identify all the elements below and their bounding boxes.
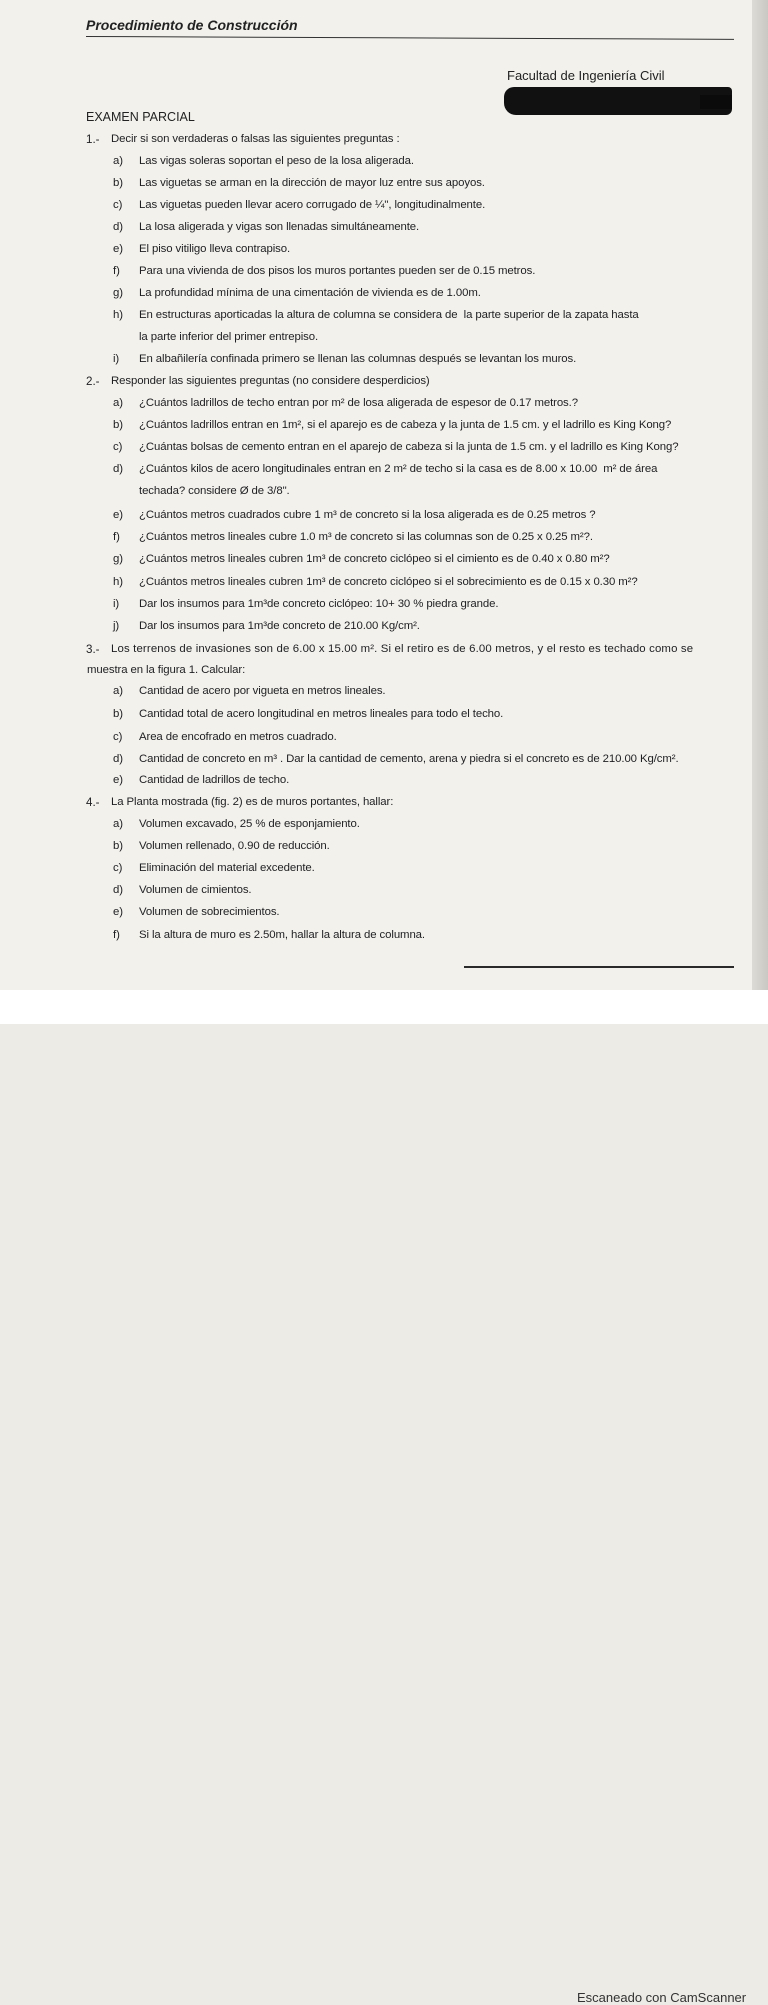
item-letter: c) bbox=[113, 441, 123, 453]
item-text: Volumen excavado, 25 % de esponjamiento. bbox=[139, 818, 360, 830]
item-text: Cantidad de ladrillos de techo. bbox=[139, 774, 290, 786]
item-letter: c) bbox=[113, 862, 123, 874]
item-text: La profundidad mínima de una cimentación de vivienda es de 1.00m. bbox=[139, 287, 481, 299]
item-text: la parte inferior del primer entrepiso. bbox=[139, 331, 319, 343]
item-letter: a) bbox=[113, 818, 123, 830]
item-letter: c) bbox=[113, 731, 123, 743]
redacted-name-bar-end bbox=[700, 95, 732, 109]
item-letter: b) bbox=[113, 177, 123, 189]
item-text: ¿Cuántos metros cuadrados cubre 1 m³ de concreto si la losa aligerada es de 0.25 metros ? bbox=[139, 509, 596, 521]
item-letter: i) bbox=[113, 598, 120, 610]
question-number: 3.- bbox=[86, 643, 100, 656]
item-text: ¿Cuántos ladrillos entran en 1m², si el aparejo es de cabeza y la junta de 1.5 cm. y el ladrillo es King Kong? bbox=[139, 419, 672, 431]
question-number: 1.- bbox=[86, 133, 100, 146]
item-text: Area de encofrado en metros cuadrado. bbox=[139, 731, 337, 743]
item-text: ¿Cuántos ladrillos de techo entran por m² de losa aligerada de espesor de 0.17 metros.? bbox=[139, 397, 578, 409]
item-letter: f) bbox=[113, 531, 120, 543]
item-text: Volumen de cimientos. bbox=[139, 884, 252, 896]
item-letter: g) bbox=[113, 287, 123, 299]
item-letter: h) bbox=[113, 309, 123, 321]
item-text: ¿Cuántos metros lineales cubren 1m³ de concreto ciclópeo si el cimiento es de 0.40 x 0.80 m²? bbox=[139, 553, 610, 565]
item-letter: e) bbox=[113, 774, 123, 786]
item-text: Cantidad total de acero longitudinal en metros lineales para todo el techo. bbox=[139, 708, 504, 720]
item-text: Cantidad de acero por vigueta en metros lineales. bbox=[139, 685, 386, 697]
question-text: Responder las siguientes preguntas (no considere desperdicios) bbox=[111, 375, 430, 387]
item-letter: c) bbox=[113, 199, 123, 211]
signature-line bbox=[464, 966, 734, 968]
title-underline bbox=[86, 36, 734, 40]
question-text: La Planta mostrada (fig. 2) es de muros portantes, hallar: bbox=[111, 796, 394, 808]
item-text: ¿Cuántos metros lineales cubre 1.0 m³ de concreto si las columnas son de 0.25 x 0.25 m²?. bbox=[139, 531, 593, 543]
exam-heading: EXAMEN PARCIAL bbox=[86, 110, 195, 124]
item-letter: e) bbox=[113, 243, 123, 255]
item-text: Eliminación del material excedente. bbox=[139, 862, 315, 874]
item-letter: g) bbox=[113, 553, 123, 565]
redacted-name-bar bbox=[504, 87, 732, 115]
item-text: ¿Cuántos kilos de acero longitudinales entran en 2 m² de techo si la casa es de 8.00 x 10.00 m² de área bbox=[139, 463, 658, 475]
item-text: Dar los insumos para 1m³de concreto ciclópeo: 10+ 30 % piedra grande. bbox=[139, 598, 499, 610]
item-letter: b) bbox=[113, 708, 123, 720]
item-text: Volumen de sobrecimientos. bbox=[139, 906, 280, 918]
page-edge-shadow bbox=[752, 0, 768, 990]
item-letter: i) bbox=[113, 353, 120, 365]
item-text: techada? considere Ø de 3/8". bbox=[139, 485, 290, 497]
course-title: Procedimiento de Construcción bbox=[86, 17, 298, 33]
item-text: El piso vitiligo lleva contrapiso. bbox=[139, 243, 291, 255]
item-letter: a) bbox=[113, 397, 123, 409]
item-text: Para una vivienda de dos pisos los muros portantes pueden ser de 0.15 metros. bbox=[139, 265, 536, 277]
item-letter: d) bbox=[113, 463, 123, 475]
item-letter: d) bbox=[113, 221, 123, 233]
faculty-name: Facultad de Ingeniería Civil bbox=[507, 68, 665, 83]
item-letter: b) bbox=[113, 840, 123, 852]
item-text: Volumen rellenado, 0.90 de reducción. bbox=[139, 840, 330, 852]
item-text: Si la altura de muro es 2.50m, hallar la altura de columna. bbox=[139, 929, 425, 941]
item-letter: h) bbox=[113, 576, 123, 588]
item-text: Las viguetas pueden llevar acero corrugado de ¼", longitudinalmente. bbox=[139, 199, 486, 211]
item-letter: a) bbox=[113, 685, 123, 697]
question-text: Decir si son verdaderas o falsas las siguientes preguntas : bbox=[111, 133, 400, 145]
item-text: Cantidad de concreto en m³ . Dar la cantidad de cemento, arena y piedra si el concreto es de 210.00 Kg/cm². bbox=[139, 753, 679, 765]
item-letter: b) bbox=[113, 419, 123, 431]
item-text: En estructuras aporticadas la altura de columna se considera de la parte superior de la zapata hasta bbox=[139, 309, 639, 321]
item-letter: e) bbox=[113, 509, 123, 521]
item-letter: d) bbox=[113, 753, 123, 765]
item-text: La losa aligerada y vigas son llenadas simultáneamente. bbox=[139, 221, 420, 233]
item-letter: f) bbox=[113, 929, 120, 941]
question-number: 2.- bbox=[86, 375, 100, 388]
item-text: Las vigas soleras soportan el peso de la losa aligerada. bbox=[139, 155, 414, 167]
question-number: 4.- bbox=[86, 796, 100, 809]
item-text: ¿Cuántas bolsas de cemento entran en el aparejo de cabeza si la junta de 1.5 cm. y el ladrillo es King Kong? bbox=[139, 441, 679, 453]
item-text: ¿Cuántos metros lineales cubren 1m³ de concreto ciclópeo si el sobrecimiento es de 0.15 x 0.30 m²? bbox=[139, 576, 638, 588]
scanner-footer bbox=[0, 990, 768, 2005]
question-text: Los terrenos de invasiones son de 6.00 x 15.00 m². Si el retiro es de 6.00 metros, y el resto es techado como se bbox=[111, 643, 694, 655]
item-letter: a) bbox=[113, 155, 123, 167]
scanner-watermark: Escaneado con CamScanner bbox=[577, 1990, 747, 2005]
item-letter: j) bbox=[113, 620, 120, 632]
item-letter: e) bbox=[113, 906, 123, 918]
item-letter: f) bbox=[113, 265, 120, 277]
item-text: Dar los insumos para 1m³de concreto de 210.00 Kg/cm². bbox=[139, 620, 420, 632]
item-text: Las viguetas se arman en la dirección de mayor luz entre sus apoyos. bbox=[139, 177, 485, 189]
question-text-continued: muestra en la figura 1. Calcular: bbox=[87, 664, 246, 676]
item-letter: d) bbox=[113, 884, 123, 896]
scanned-page bbox=[0, 0, 756, 990]
item-text: En albañilería confinada primero se llenan las columnas después se levantan los muros. bbox=[139, 353, 577, 365]
